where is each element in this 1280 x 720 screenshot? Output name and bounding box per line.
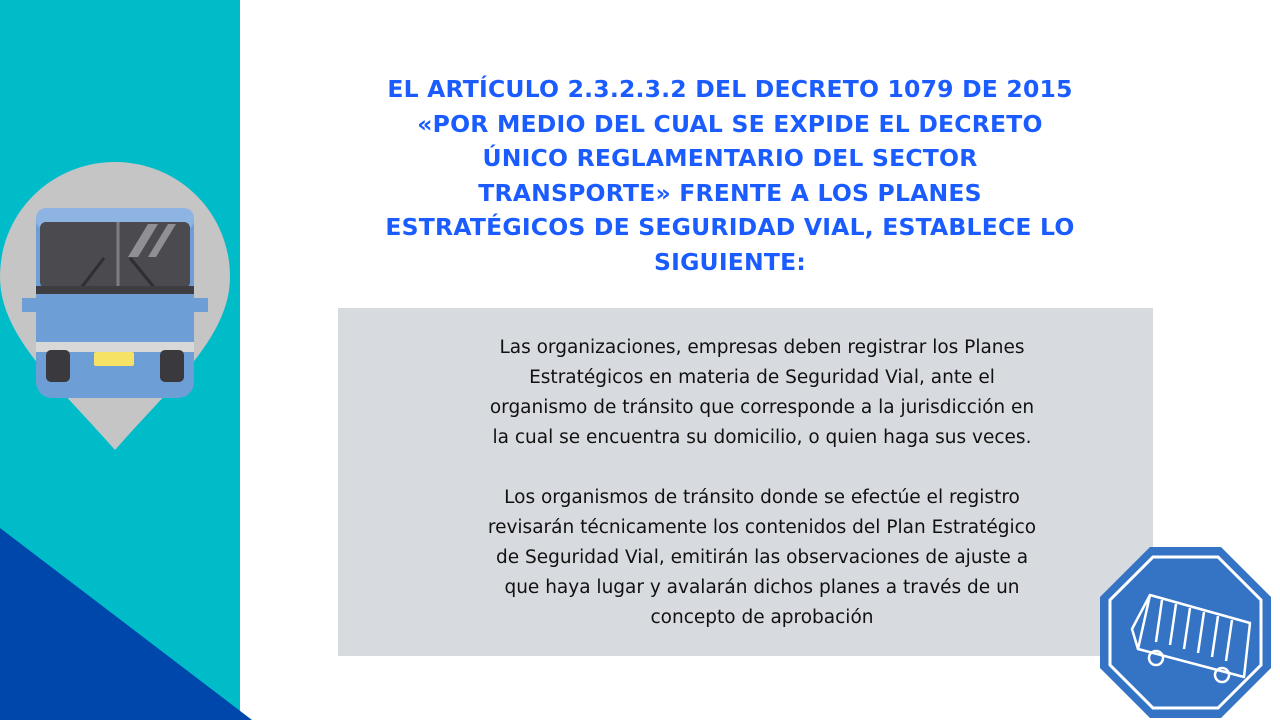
bus-location-pin-icon xyxy=(0,162,230,452)
paragraph-line: Los organismos de tránsito donde se efectúe el registro xyxy=(504,487,1020,508)
paragraph-line: concepto de aprobación xyxy=(650,607,874,628)
body-paragraph-1 xyxy=(398,333,1126,453)
title-line: ÚNICO REGLAMENTARIO DEL SECTOR xyxy=(482,144,978,172)
paragraph-line: que haya lugar y avalarán dichos planes a través de un xyxy=(504,577,1020,598)
paragraph-line: de Seguridad Vial, emitirán las observaciones de ajuste a xyxy=(495,547,1029,568)
title-line: SIGUIENTE: xyxy=(654,247,806,276)
paragraph-line: la cual se encuentra su domicilio, o quien haga sus veces. xyxy=(492,427,1032,448)
title-line: «POR MEDIO DEL CUAL SE EXPIDE EL DECRETO xyxy=(417,109,1043,138)
title-line: ESTRATÉGICOS DE SEGURIDAD VIAL, ESTABLECE LO xyxy=(385,213,1075,241)
slide-title xyxy=(330,72,1130,279)
title-line: TRANSPORTE» FRENTE A LOS PLANES xyxy=(478,178,982,207)
body-paragraph-2 xyxy=(398,483,1126,633)
bus-sign-icon xyxy=(1098,545,1273,720)
title-line: EL ARTÍCULO 2.3.2.3.2 DEL DECRETO 1079 DE 2015 xyxy=(387,75,1073,103)
paragraph-line: revisarán técnicamente los contenidos del Plan Estratégico xyxy=(487,517,1037,538)
paragraph-line: Las organizaciones, empresas deben registrar los Planes xyxy=(499,337,1025,358)
paragraph-line: Estratégicos en materia de Seguridad Vial, ante el xyxy=(529,367,995,388)
paragraph-line: organismo de tránsito que corresponde a la jurisdicción en xyxy=(489,397,1035,418)
corner-triangle xyxy=(0,528,252,720)
